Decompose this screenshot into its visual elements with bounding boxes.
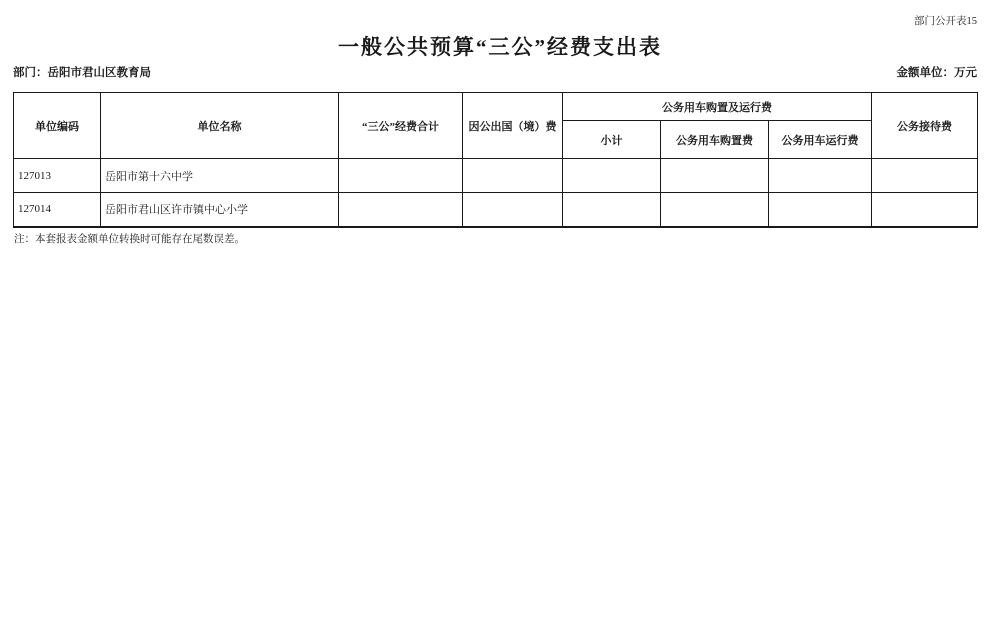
cell-unit-code: 127014	[14, 193, 101, 227]
cell-reception-fee	[872, 193, 978, 227]
cell-vehicle-operation	[769, 159, 872, 193]
cell-vehicle-subtotal	[563, 193, 661, 227]
amount-unit-label: 金额单位：万元	[896, 67, 977, 79]
department-label: 部门：岳阳市君山区教育局	[13, 67, 151, 79]
table-row	[14, 193, 978, 227]
three-public-expense-table	[13, 92, 978, 228]
cell-reception-fee	[872, 159, 978, 193]
footnote: 注：本套报表金额单位转换时可能存在尾数误差。	[14, 234, 245, 245]
meta-row	[13, 64, 977, 80]
page-title: 一般公共预算“三公”经费支出表	[338, 35, 662, 59]
cell-vehicle-operation	[769, 193, 872, 227]
cell-vehicle-subtotal	[563, 159, 661, 193]
col-header-vehicle-operation: 公务用车运行费	[769, 121, 872, 159]
col-header-abroad-fee: 因公出国（境）费	[463, 93, 563, 159]
col-header-unit-code: 单位编码	[14, 93, 101, 159]
cell-abroad-fee	[463, 193, 563, 227]
cell-three-public-total	[339, 193, 463, 227]
cell-three-public-total	[339, 159, 463, 193]
cell-unit-code: 127013	[14, 159, 101, 193]
cell-vehicle-purchase	[661, 193, 769, 227]
cell-abroad-fee	[463, 159, 563, 193]
doc-ref-label: 部门公开表15	[914, 16, 977, 27]
col-header-unit-name: 单位名称	[101, 93, 339, 159]
cell-vehicle-purchase	[661, 159, 769, 193]
col-header-three-public-total: “三公”经费合计	[339, 93, 463, 159]
col-header-vehicle-group: 公务用车购置及运行费	[563, 93, 872, 121]
cell-unit-name: 岳阳市第十六中学	[101, 159, 339, 193]
cell-unit-name: 岳阳市君山区许市镇中心小学	[101, 193, 339, 227]
col-header-vehicle-purchase: 公务用车购置费	[661, 121, 769, 159]
col-header-vehicle-subtotal: 小计	[563, 121, 661, 159]
col-header-reception-fee: 公务接待费	[872, 93, 978, 159]
table-row	[14, 159, 978, 193]
